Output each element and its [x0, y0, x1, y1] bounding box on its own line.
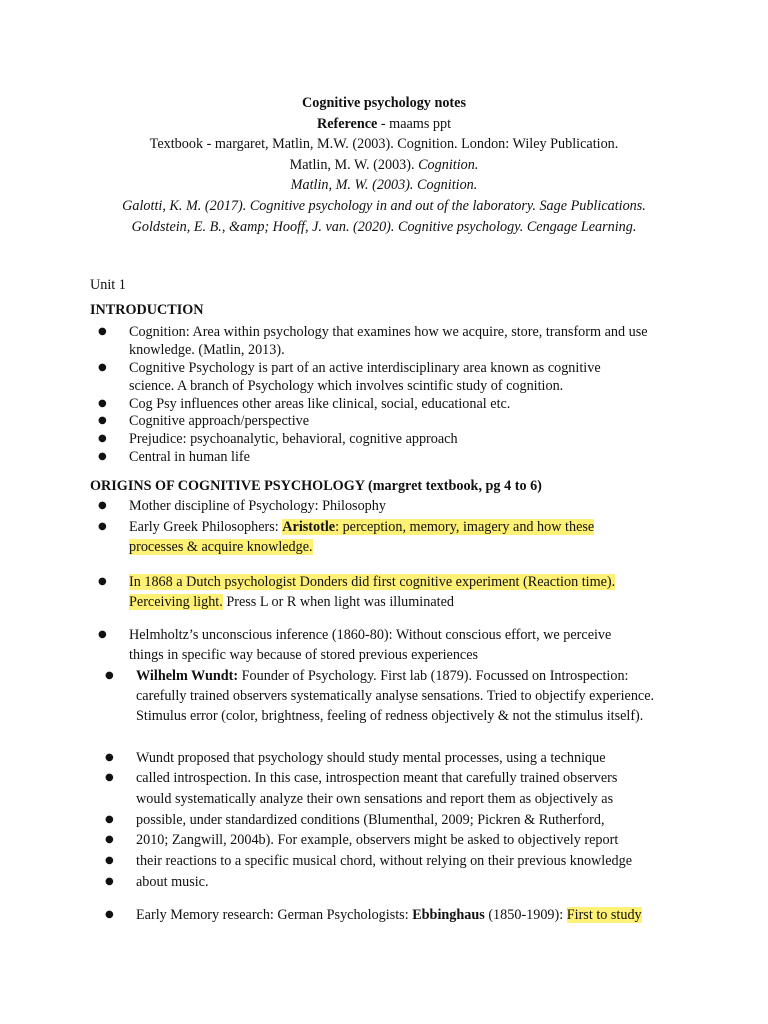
list-item: ● Mother discipline of Psychology: Philosophy	[129, 496, 689, 516]
bullet-icon: ●	[105, 876, 114, 887]
bullet-icon: ●	[105, 814, 114, 825]
section-heading-origins: ORIGINS OF COGNITIVE PSYCHOLOGY (margret textbook, pg 4 to 6)	[90, 478, 542, 494]
reference-label: Reference	[316, 115, 378, 132]
reference-matlin-italic: Matlin, M. W. (2003). Cognition.	[290, 177, 478, 194]
highlighted-name: Aristotle	[282, 519, 336, 535]
list-item: ● Cog Psy influences other areas like clinical, social, educational etc.	[98, 396, 511, 412]
bullet-icon: ●	[98, 451, 107, 462]
bullet-icon: ●	[98, 433, 107, 444]
highlighted-text: : perception, memory, imagery and how these processes & acquire knowledge.	[129, 519, 595, 556]
document-title: Cognitive psychology notes	[302, 95, 466, 111]
list-item: ● their reactions to a specific musical chord, without relying on their previous knowledge	[136, 851, 681, 871]
bullet-icon: ●	[98, 629, 107, 640]
list-item: ● Central in human life	[98, 449, 250, 465]
list-item: ● Wilhelm Wundt: Founder of Psychology. First lab (1879). Focussed on Introspection: carefully trained observers systematically analyse sensations. Tried to objectify experience. Stimulus error (color, brightness, feeling of redness objectively & not the stimulus itself).	[105, 668, 655, 725]
reference-value: - maams ppt	[377, 115, 452, 132]
bullet-icon: ●	[98, 326, 107, 337]
list-item: ● Cognitive approach/perspective	[98, 413, 310, 429]
bullet-icon: ●	[105, 772, 114, 783]
bullet-icon: ●	[105, 834, 114, 845]
reference-line	[0, 114, 768, 135]
reference-matlin	[0, 155, 768, 176]
section-heading-introduction: INTRODUCTION	[90, 302, 204, 318]
list-item: ● Early Memory research: German Psychologists: Ebbinghaus (1850-1909): First to study	[136, 905, 681, 925]
bullet-icon: ●	[105, 670, 114, 681]
highlighted-text: In 1868 a Dutch psychologist Donders did first cognitive experiment (Reaction time). Perceiving light.	[129, 574, 616, 611]
list-item: ● In 1868 a Dutch psychologist Donders did first cognitive experiment (Reaction time). Perceiving light. Press L or R when light was illuminated	[98, 574, 616, 611]
bullet-icon: ●	[105, 855, 114, 866]
list-item: ● Wundt proposed that psychology should study mental processes, using a technique	[136, 748, 681, 768]
bullet-icon: ●	[105, 752, 114, 763]
list-item: ● Helmholtz’s unconscious inference (1860-80): Without conscious effort, we perceive things in specific way because of stored previous experiences	[98, 627, 612, 664]
bullet-icon: ●	[98, 398, 107, 409]
bullet-icon: ●	[98, 576, 107, 587]
list-item: ● called introspection. In this case, introspection meant that carefully trained observers	[136, 768, 681, 788]
unit-label: Unit 1	[90, 277, 126, 293]
list-item: ● Cognitive Psychology is part of an active interdisciplinary area known as cognitive science. A branch of Psychology which involves scintific study of cognition.	[98, 360, 601, 394]
text-line: would systematically analyze their own sensations and report them as objectively as	[136, 791, 614, 807]
document-header	[0, 93, 768, 237]
reference-matlin-author: Matlin, M. W. (2003).	[289, 156, 415, 173]
wundt-name: Wilhelm Wundt:	[136, 668, 239, 684]
list-item: ● 2010; Zangwill, 2004b). For example, observers might be asked to objectively report	[136, 830, 681, 850]
bullet-icon: ●	[98, 521, 107, 532]
list-item: ● Early Greek Philosophers: Aristotle: perception, memory, imagery and how these processes & acquire knowledge.	[98, 519, 595, 556]
bullet-icon: ●	[98, 362, 107, 373]
bullet-icon: ●	[98, 415, 107, 426]
reference-textbook: Textbook - margaret, Matlin, M.W. (2003). Cognition. London: Wiley Publication.	[149, 136, 619, 153]
list-item: ● possible, under standardized conditions (Blumenthal, 2009; Pickren & Rutherford,	[136, 810, 681, 830]
list-item: ● Cognition: Area within psychology that examines how we acquire, store, transform and use knowledge. (Matlin, 2013).	[98, 324, 648, 358]
reference-goldstein: Goldstein, E. B., &amp; Hooff, J. van. (2020). Cognitive psychology. Cengage Learning.	[131, 218, 637, 235]
ebbinghaus-name: Ebbinghaus	[412, 907, 485, 923]
bullet-icon: ●	[98, 500, 107, 511]
reference-galotti: Galotti, K. M. (2017). Cognitive psychology in and out of the laboratory. Sage Publications.	[122, 197, 646, 214]
reference-matlin-title: Cognition.	[414, 156, 479, 173]
highlighted-text: First to study	[566, 907, 642, 923]
bullet-icon: ●	[105, 909, 114, 920]
list-item: ● Prejudice: psychoanalytic, behavioral, cognitive approach	[98, 431, 458, 447]
list-item: ● about music.	[136, 872, 681, 892]
